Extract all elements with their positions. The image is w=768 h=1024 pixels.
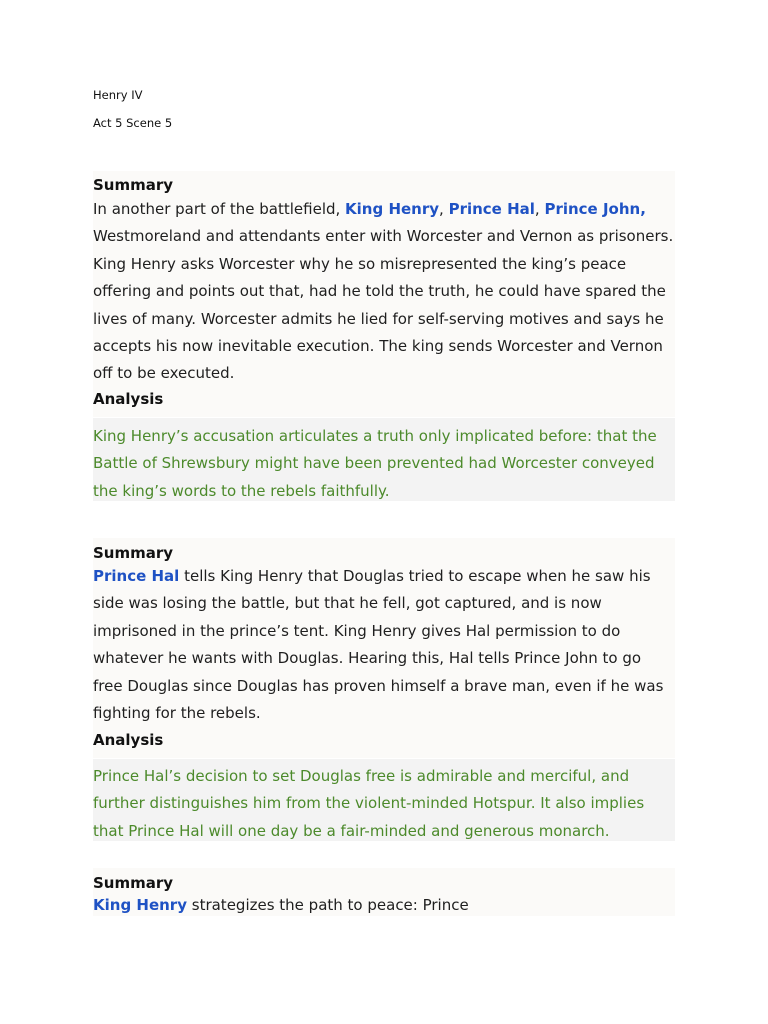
summary-intro-text: In another part of the battlefield, xyxy=(93,200,346,218)
summary-paragraph xyxy=(93,563,675,727)
analysis-section-2 xyxy=(93,759,675,841)
document-title: Henry IV xyxy=(93,88,143,102)
link-prince-john[interactable]: Prince John, xyxy=(544,200,646,218)
analysis-heading: Analysis xyxy=(93,390,164,408)
separator: , xyxy=(534,200,545,218)
link-prince-hal[interactable]: Prince Hal xyxy=(448,200,535,218)
summary-paragraph xyxy=(93,893,675,917)
link-king-henry[interactable]: King Henry xyxy=(345,200,440,218)
analysis-text: Prince Hal’s decision to set Douglas free is admirable and merciful, and further distinguishes him from the violent-minded Hotspur. It also implies that Prince Hal will one day be a fair-minded and generous monarch. xyxy=(93,767,645,840)
separator: , xyxy=(439,200,449,218)
summary-heading: Summary xyxy=(93,544,174,562)
summary-body-text: tells King Henry that Douglas tried to escape when he saw his side was losing the battle, but that he fell, got captured, and is now imprisoned in the prince’s tent. King Henry gives Hal permission to do whatever he wants with Douglas. Hearing this, Hal tells Prince John to go free Douglas since Douglas has proven himself a brave man, even if he was fighting for the rebels. xyxy=(93,567,664,723)
summary-paragraph xyxy=(93,196,675,388)
summary-body-text: strategizes the path to peace: Prince xyxy=(186,896,469,914)
summary-section-2 xyxy=(93,538,675,758)
link-prince-hal[interactable]: Prince Hal xyxy=(93,567,180,585)
analysis-section-1 xyxy=(93,418,675,501)
analysis-text: King Henry’s accusation articulates a truth only implicated before: that the Battle of Shrewsbury might have been prevented had Worcester conveyed the king’s words to the rebels faithfully. xyxy=(93,427,657,500)
scene-label: Act 5 Scene 5 xyxy=(93,116,173,130)
analysis-heading: Analysis xyxy=(93,731,164,749)
summary-heading: Summary xyxy=(93,874,174,892)
link-king-henry[interactable]: King Henry xyxy=(93,896,187,914)
summary-section-1 xyxy=(93,171,675,417)
summary-heading: Summary xyxy=(93,176,174,194)
summary-section-3 xyxy=(93,868,675,916)
summary-body-text: Westmoreland and attendants enter with Worcester and Vernon as prisoners. King Henry asks Worcester why he so misrepresented the king’s peace offering and points out that, had he told the truth, he could have spared the lives of many. Worcester admits he lied for self-serving motives and says he accepts his now inevitable execution. The king sends Worcester and Vernon off to be executed. xyxy=(93,227,674,383)
